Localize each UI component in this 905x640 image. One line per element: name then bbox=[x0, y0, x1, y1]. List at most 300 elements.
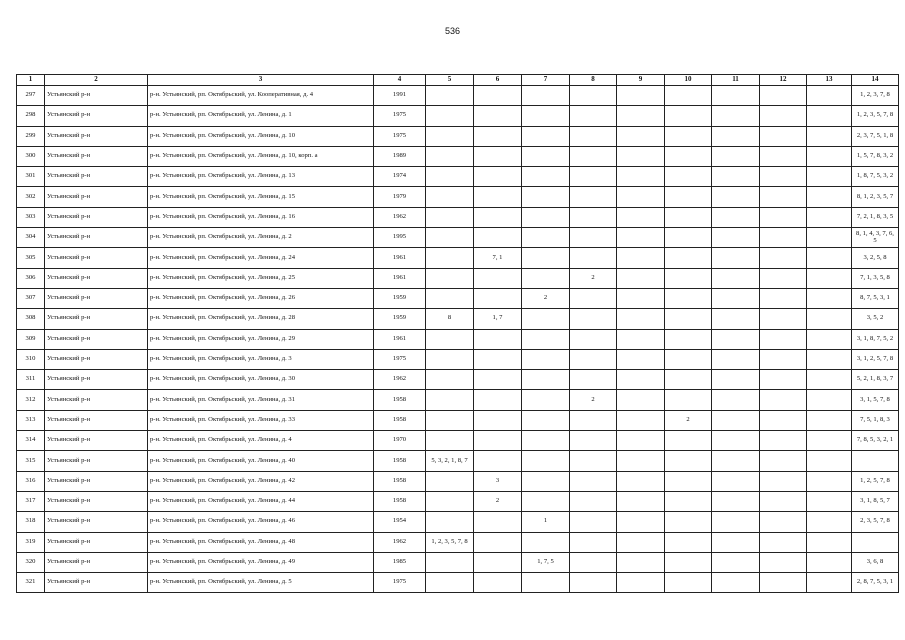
table-cell-col-5 bbox=[426, 126, 474, 146]
table-cell-col-12 bbox=[760, 512, 807, 532]
table-cell-col-3: р-н. Устьянский, рп. Октябрьский, ул. Ленина, д. 44 bbox=[148, 491, 374, 511]
table-cell-col-8 bbox=[570, 207, 617, 227]
column-header-7: 7 bbox=[522, 75, 570, 86]
table-cell-col-9 bbox=[617, 228, 665, 248]
table-cell-col-2: Устьянский р-н bbox=[45, 451, 148, 471]
table-cell-col-14: 8, 1, 2, 3, 5, 7 bbox=[852, 187, 899, 207]
table-cell-col-9 bbox=[617, 248, 665, 268]
table-cell-col-2: Устьянский р-н bbox=[45, 431, 148, 451]
table-cell-col-11 bbox=[712, 552, 760, 572]
header-row bbox=[17, 75, 899, 86]
table-cell-col-12 bbox=[760, 329, 807, 349]
table-cell-col-12 bbox=[760, 451, 807, 471]
table-cell-col-11 bbox=[712, 309, 760, 329]
table-cell-col-8 bbox=[570, 126, 617, 146]
table-cell-col-13 bbox=[807, 512, 852, 532]
table-cell-col-4: 1970 bbox=[374, 431, 426, 451]
table-row bbox=[17, 309, 899, 329]
table-cell-col-9 bbox=[617, 288, 665, 308]
table-cell-col-11 bbox=[712, 329, 760, 349]
table-cell-col-12 bbox=[760, 86, 807, 106]
table-cell-col-5 bbox=[426, 552, 474, 572]
table-cell-col-14: 1, 2, 3, 7, 8 bbox=[852, 86, 899, 106]
column-header-8: 8 bbox=[570, 75, 617, 86]
table-cell-col-13 bbox=[807, 288, 852, 308]
table-row bbox=[17, 167, 899, 187]
table-cell-col-13 bbox=[807, 187, 852, 207]
table-cell-col-8 bbox=[570, 309, 617, 329]
table-cell-col-14: 2, 8, 7, 5, 3, 1 bbox=[852, 573, 899, 593]
table-cell-col-2: Устьянский р-н bbox=[45, 329, 148, 349]
column-header-14: 14 bbox=[852, 75, 899, 86]
table-cell-col-8: 2 bbox=[570, 390, 617, 410]
table-cell-col-8 bbox=[570, 106, 617, 126]
table-cell-col-14: 3, 2, 5, 8 bbox=[852, 248, 899, 268]
table-cell-col-11 bbox=[712, 207, 760, 227]
table-row bbox=[17, 207, 899, 227]
table-cell-col-8 bbox=[570, 573, 617, 593]
table-cell-col-2: Устьянский р-н bbox=[45, 552, 148, 572]
table-cell-col-6 bbox=[474, 451, 522, 471]
page-number: 536 bbox=[444, 26, 461, 36]
table-cell-col-2: Устьянский р-н bbox=[45, 410, 148, 430]
table-row bbox=[17, 187, 899, 207]
table-cell-col-6 bbox=[474, 410, 522, 430]
table-cell-col-14: 1, 2, 5, 7, 8 bbox=[852, 471, 899, 491]
table-cell-col-1: 318 bbox=[17, 512, 45, 532]
table-cell-col-6 bbox=[474, 86, 522, 106]
table-cell-col-14: 1, 5, 7, 8, 3, 2 bbox=[852, 146, 899, 166]
table-cell-col-10 bbox=[665, 431, 712, 451]
table-cell-col-5 bbox=[426, 410, 474, 430]
table-cell-col-4: 1991 bbox=[374, 86, 426, 106]
table-cell-col-8 bbox=[570, 552, 617, 572]
table-cell-col-8 bbox=[570, 349, 617, 369]
table-cell-col-14: 5, 2, 1, 8, 3, 7 bbox=[852, 370, 899, 390]
table-cell-col-5 bbox=[426, 248, 474, 268]
table-cell-col-14: 8, 7, 5, 3, 1 bbox=[852, 288, 899, 308]
table-cell-col-7 bbox=[522, 349, 570, 369]
table-cell-col-4: 1995 bbox=[374, 228, 426, 248]
table-cell-col-4: 1954 bbox=[374, 512, 426, 532]
table-row bbox=[17, 126, 899, 146]
table-cell-col-3: р-н. Устьянский, рп. Октябрьский, ул. Ленина, д. 46 bbox=[148, 512, 374, 532]
table-cell-col-7 bbox=[522, 207, 570, 227]
table-cell-col-10 bbox=[665, 329, 712, 349]
table-cell-col-9 bbox=[617, 573, 665, 593]
table-cell-col-7 bbox=[522, 309, 570, 329]
table-cell-col-3: р-н. Устьянский, рп. Октябрьский, ул. Ленина, д. 24 bbox=[148, 248, 374, 268]
table-cell-col-7 bbox=[522, 228, 570, 248]
column-header-5: 5 bbox=[426, 75, 474, 86]
table-cell-col-7 bbox=[522, 431, 570, 451]
table-cell-col-13 bbox=[807, 329, 852, 349]
table-row bbox=[17, 390, 899, 410]
table-cell-col-13 bbox=[807, 146, 852, 166]
table-cell-col-10 bbox=[665, 512, 712, 532]
table-cell-col-6: 7, 1 bbox=[474, 248, 522, 268]
column-header-13: 13 bbox=[807, 75, 852, 86]
table-cell-col-9 bbox=[617, 390, 665, 410]
table-cell-col-1: 319 bbox=[17, 532, 45, 552]
table-cell-col-10 bbox=[665, 228, 712, 248]
table-cell-col-1: 305 bbox=[17, 248, 45, 268]
table-cell-col-5 bbox=[426, 349, 474, 369]
table-cell-col-8 bbox=[570, 512, 617, 532]
table-cell-col-4: 1958 bbox=[374, 410, 426, 430]
table-cell-col-12 bbox=[760, 228, 807, 248]
table-cell-col-3: р-н. Устьянский, рп. Октябрьский, ул. Ленина, д. 28 bbox=[148, 309, 374, 329]
table-cell-col-13 bbox=[807, 552, 852, 572]
table-cell-col-2: Устьянский р-н bbox=[45, 573, 148, 593]
table-cell-col-6 bbox=[474, 288, 522, 308]
table-cell-col-4: 1975 bbox=[374, 126, 426, 146]
table-cell-col-9 bbox=[617, 86, 665, 106]
table-cell-col-10 bbox=[665, 167, 712, 187]
table-cell-col-1: 300 bbox=[17, 146, 45, 166]
table-cell-col-2: Устьянский р-н bbox=[45, 167, 148, 187]
table-cell-col-11 bbox=[712, 573, 760, 593]
table-cell-col-1: 309 bbox=[17, 329, 45, 349]
table-cell-col-13 bbox=[807, 268, 852, 288]
table-cell-col-14: 3, 6, 8 bbox=[852, 552, 899, 572]
table-cell-col-4: 1975 bbox=[374, 106, 426, 126]
table-cell-col-10 bbox=[665, 309, 712, 329]
table-cell-col-6 bbox=[474, 268, 522, 288]
table-cell-col-8 bbox=[570, 471, 617, 491]
table-cell-col-1: 310 bbox=[17, 349, 45, 369]
table-cell-col-2: Устьянский р-н bbox=[45, 370, 148, 390]
table-cell-col-11 bbox=[712, 106, 760, 126]
table-cell-col-1: 315 bbox=[17, 451, 45, 471]
table-cell-col-7 bbox=[522, 106, 570, 126]
table-cell-col-11 bbox=[712, 146, 760, 166]
table-cell-col-4: 1974 bbox=[374, 167, 426, 187]
table-cell-col-6 bbox=[474, 106, 522, 126]
table-cell-col-8 bbox=[570, 167, 617, 187]
table-cell-col-6: 3 bbox=[474, 471, 522, 491]
table-cell-col-1: 320 bbox=[17, 552, 45, 572]
table-cell-col-11 bbox=[712, 431, 760, 451]
table-cell-col-4: 1989 bbox=[374, 146, 426, 166]
table-cell-col-14: 3, 5, 2 bbox=[852, 309, 899, 329]
table-cell-col-6 bbox=[474, 390, 522, 410]
table-cell-col-11 bbox=[712, 451, 760, 471]
table-cell-col-12 bbox=[760, 309, 807, 329]
table-row bbox=[17, 491, 899, 511]
table-cell-col-10 bbox=[665, 187, 712, 207]
table-cell-col-13 bbox=[807, 471, 852, 491]
table-cell-col-13 bbox=[807, 309, 852, 329]
table-cell-col-5 bbox=[426, 228, 474, 248]
table-cell-col-8 bbox=[570, 370, 617, 390]
table-row bbox=[17, 471, 899, 491]
table-row bbox=[17, 512, 899, 532]
table-cell-col-10 bbox=[665, 288, 712, 308]
table-cell-col-10 bbox=[665, 491, 712, 511]
table-cell-col-2: Устьянский р-н bbox=[45, 228, 148, 248]
table-cell-col-2: Устьянский р-н bbox=[45, 512, 148, 532]
table-cell-col-11 bbox=[712, 410, 760, 430]
table-row bbox=[17, 268, 899, 288]
table-cell-col-3: р-н. Устьянский, рп. Октябрьский, ул. Ленина, д. 10, корп. а bbox=[148, 146, 374, 166]
table-cell-col-9 bbox=[617, 471, 665, 491]
table-cell-col-8 bbox=[570, 491, 617, 511]
table-body bbox=[17, 86, 899, 593]
table-row bbox=[17, 370, 899, 390]
table-cell-col-6 bbox=[474, 552, 522, 572]
table-cell-col-11 bbox=[712, 288, 760, 308]
table-cell-col-14: 1, 8, 7, 5, 3, 2 bbox=[852, 167, 899, 187]
table-cell-col-8 bbox=[570, 410, 617, 430]
table-cell-col-6 bbox=[474, 573, 522, 593]
table-cell-col-12 bbox=[760, 532, 807, 552]
table-cell-col-5 bbox=[426, 106, 474, 126]
table-cell-col-8: 2 bbox=[570, 268, 617, 288]
table-cell-col-5 bbox=[426, 207, 474, 227]
table-cell-col-1: 308 bbox=[17, 309, 45, 329]
table-cell-col-12 bbox=[760, 187, 807, 207]
table-cell-col-10 bbox=[665, 207, 712, 227]
table-cell-col-4: 1958 bbox=[374, 491, 426, 511]
table-cell-col-1: 299 bbox=[17, 126, 45, 146]
table-cell-col-12 bbox=[760, 349, 807, 369]
table-cell-col-5 bbox=[426, 268, 474, 288]
table-cell-col-11 bbox=[712, 349, 760, 369]
column-header-6: 6 bbox=[474, 75, 522, 86]
table-cell-col-11 bbox=[712, 86, 760, 106]
table-cell-col-12 bbox=[760, 491, 807, 511]
table-cell-col-13 bbox=[807, 431, 852, 451]
table-cell-col-12 bbox=[760, 573, 807, 593]
table-cell-col-6 bbox=[474, 512, 522, 532]
table-cell-col-14: 1, 2, 3, 5, 7, 8 bbox=[852, 106, 899, 126]
table-cell-col-4: 1959 bbox=[374, 309, 426, 329]
table-cell-col-6 bbox=[474, 431, 522, 451]
table-cell-col-3: р-н. Устьянский, рп. Октябрьский, ул. Ленина, д. 16 bbox=[148, 207, 374, 227]
table-cell-col-1: 306 bbox=[17, 268, 45, 288]
table-cell-col-7 bbox=[522, 451, 570, 471]
table-cell-col-1: 317 bbox=[17, 491, 45, 511]
table-row bbox=[17, 552, 899, 572]
table-cell-col-7 bbox=[522, 491, 570, 511]
table-cell-col-7 bbox=[522, 410, 570, 430]
column-header-1: 1 bbox=[17, 75, 45, 86]
table-cell-col-2: Устьянский р-н bbox=[45, 268, 148, 288]
table-cell-col-9 bbox=[617, 329, 665, 349]
table-cell-col-14: 3, 1, 2, 5, 7, 8 bbox=[852, 349, 899, 369]
table-cell-col-13 bbox=[807, 349, 852, 369]
table-row bbox=[17, 573, 899, 593]
table-cell-col-2: Устьянский р-н bbox=[45, 86, 148, 106]
table-cell-col-6: 2 bbox=[474, 491, 522, 511]
table-cell-col-3: р-н. Устьянский, рп. Октябрьский, ул. Ленина, д. 10 bbox=[148, 126, 374, 146]
table-cell-col-5 bbox=[426, 187, 474, 207]
table-cell-col-3: р-н. Устьянский, рп. Октябрьский, ул. Ленина, д. 13 bbox=[148, 167, 374, 187]
table-cell-col-1: 302 bbox=[17, 187, 45, 207]
table-cell-col-10 bbox=[665, 268, 712, 288]
table-cell-col-5 bbox=[426, 431, 474, 451]
table-cell-col-1: 303 bbox=[17, 207, 45, 227]
table-cell-col-14: 7, 2, 1, 8, 3, 5 bbox=[852, 207, 899, 227]
table-cell-col-5 bbox=[426, 573, 474, 593]
table-cell-col-14: 7, 8, 5, 3, 2, 1 bbox=[852, 431, 899, 451]
table-cell-col-8 bbox=[570, 451, 617, 471]
table-cell-col-2: Устьянский р-н bbox=[45, 288, 148, 308]
table-cell-col-13 bbox=[807, 532, 852, 552]
table-cell-col-8 bbox=[570, 431, 617, 451]
table-cell-col-10 bbox=[665, 370, 712, 390]
table-row bbox=[17, 532, 899, 552]
table-row bbox=[17, 329, 899, 349]
table-cell-col-4: 1959 bbox=[374, 288, 426, 308]
table-cell-col-11 bbox=[712, 532, 760, 552]
table-cell-col-5 bbox=[426, 329, 474, 349]
table-cell-col-9 bbox=[617, 532, 665, 552]
table-cell-col-3: р-н. Устьянский, рп. Октябрьский, ул. Ленина, д. 15 bbox=[148, 187, 374, 207]
table-cell-col-13 bbox=[807, 207, 852, 227]
table-cell-col-12 bbox=[760, 106, 807, 126]
table-cell-col-3: р-н. Устьянский, рп. Октябрьский, ул. Ленина, д. 26 bbox=[148, 288, 374, 308]
table-cell-col-14 bbox=[852, 532, 899, 552]
table-cell-col-5 bbox=[426, 471, 474, 491]
table-cell-col-11 bbox=[712, 471, 760, 491]
table-cell-col-4: 1961 bbox=[374, 268, 426, 288]
table-cell-col-1: 316 bbox=[17, 471, 45, 491]
table-cell-col-7 bbox=[522, 167, 570, 187]
table-cell-col-4: 1962 bbox=[374, 532, 426, 552]
column-header-10: 10 bbox=[665, 75, 712, 86]
column-header-9: 9 bbox=[617, 75, 665, 86]
table-cell-col-7 bbox=[522, 146, 570, 166]
table-cell-col-9 bbox=[617, 309, 665, 329]
table-cell-col-14: 3, 1, 8, 7, 5, 2 bbox=[852, 329, 899, 349]
table-cell-col-4: 1958 bbox=[374, 390, 426, 410]
table-cell-col-11 bbox=[712, 228, 760, 248]
table-cell-col-4: 1975 bbox=[374, 573, 426, 593]
table-cell-col-1: 321 bbox=[17, 573, 45, 593]
table-cell-col-10 bbox=[665, 552, 712, 572]
table-cell-col-1: 314 bbox=[17, 431, 45, 451]
table-cell-col-14: 3, 1, 8, 5, 7 bbox=[852, 491, 899, 511]
table-cell-col-5 bbox=[426, 390, 474, 410]
table-cell-col-6 bbox=[474, 532, 522, 552]
table-cell-col-7 bbox=[522, 86, 570, 106]
table-cell-col-9 bbox=[617, 146, 665, 166]
table-cell-col-9 bbox=[617, 512, 665, 532]
table-cell-col-12 bbox=[760, 167, 807, 187]
table-cell-col-10 bbox=[665, 573, 712, 593]
table-cell-col-9 bbox=[617, 207, 665, 227]
table-cell-col-7 bbox=[522, 187, 570, 207]
table-row bbox=[17, 451, 899, 471]
table-cell-col-1: 298 bbox=[17, 106, 45, 126]
table-cell-col-12 bbox=[760, 370, 807, 390]
table-cell-col-8 bbox=[570, 288, 617, 308]
table-cell-col-12 bbox=[760, 146, 807, 166]
table-cell-col-12 bbox=[760, 431, 807, 451]
table-cell-col-7: 2 bbox=[522, 288, 570, 308]
table-cell-col-14: 3, 1, 5, 7, 8 bbox=[852, 390, 899, 410]
table-cell-col-3: р-н. Устьянский, рп. Октябрьский, ул. Ленина, д. 3 bbox=[148, 349, 374, 369]
table-cell-col-8 bbox=[570, 146, 617, 166]
table-cell-col-10: 2 bbox=[665, 410, 712, 430]
table-cell-col-4: 1975 bbox=[374, 349, 426, 369]
table-cell-col-3: р-н. Устьянский, рп. Октябрьский, ул. Кооперативная, д. 4 bbox=[148, 86, 374, 106]
table-cell-col-7 bbox=[522, 370, 570, 390]
table-cell-col-1: 312 bbox=[17, 390, 45, 410]
table-cell-col-7 bbox=[522, 248, 570, 268]
table-cell-col-3: р-н. Устьянский, рп. Октябрьский, ул. Ленина, д. 5 bbox=[148, 573, 374, 593]
column-header-2: 2 bbox=[45, 75, 148, 86]
table-cell-col-4: 1979 bbox=[374, 187, 426, 207]
table-cell-col-10 bbox=[665, 390, 712, 410]
table-cell-col-3: р-н. Устьянский, рп. Октябрьский, ул. Ленина, д. 30 bbox=[148, 370, 374, 390]
table-cell-col-13 bbox=[807, 106, 852, 126]
table-cell-col-7 bbox=[522, 126, 570, 146]
table-row bbox=[17, 86, 899, 106]
table-cell-col-7 bbox=[522, 329, 570, 349]
table-cell-col-5 bbox=[426, 491, 474, 511]
table-cell-col-1: 297 bbox=[17, 86, 45, 106]
table-cell-col-11 bbox=[712, 126, 760, 146]
table-cell-col-9 bbox=[617, 167, 665, 187]
table-cell-col-14: 7, 1, 3, 5, 8 bbox=[852, 268, 899, 288]
table-row bbox=[17, 410, 899, 430]
column-header-12: 12 bbox=[760, 75, 807, 86]
table-cell-col-2: Устьянский р-н bbox=[45, 146, 148, 166]
table-cell-col-3: р-н. Устьянский, рп. Октябрьский, ул. Ленина, д. 31 bbox=[148, 390, 374, 410]
data-table bbox=[16, 74, 899, 593]
table-cell-col-2: Устьянский р-н bbox=[45, 207, 148, 227]
table-cell-col-10 bbox=[665, 349, 712, 369]
table-cell-col-9 bbox=[617, 187, 665, 207]
table-cell-col-7: 1 bbox=[522, 512, 570, 532]
table-cell-col-12 bbox=[760, 268, 807, 288]
table-cell-col-14: 2, 3, 7, 5, 1, 8 bbox=[852, 126, 899, 146]
table-row bbox=[17, 431, 899, 451]
table-cell-col-8 bbox=[570, 228, 617, 248]
table-row bbox=[17, 228, 899, 248]
table-row bbox=[17, 106, 899, 126]
column-header-11: 11 bbox=[712, 75, 760, 86]
table-cell-col-2: Устьянский р-н bbox=[45, 106, 148, 126]
table-cell-col-10 bbox=[665, 451, 712, 471]
table-cell-col-9 bbox=[617, 491, 665, 511]
table-cell-col-3: р-н. Устьянский, рп. Октябрьский, ул. Ленина, д. 4 bbox=[148, 431, 374, 451]
table-cell-col-13 bbox=[807, 126, 852, 146]
table-cell-col-12 bbox=[760, 471, 807, 491]
table-cell-col-1: 307 bbox=[17, 288, 45, 308]
table-cell-col-13 bbox=[807, 491, 852, 511]
table-cell-col-8 bbox=[570, 329, 617, 349]
table-row bbox=[17, 349, 899, 369]
table-cell-col-7: 1, 7, 5 bbox=[522, 552, 570, 572]
table-cell-col-1: 311 bbox=[17, 370, 45, 390]
table-cell-col-12 bbox=[760, 248, 807, 268]
column-header-4: 4 bbox=[374, 75, 426, 86]
table-cell-col-4: 1961 bbox=[374, 329, 426, 349]
table-cell-col-12 bbox=[760, 410, 807, 430]
table-cell-col-3: р-н. Устьянский, рп. Октябрьский, ул. Ленина, д. 33 bbox=[148, 410, 374, 430]
table-cell-col-11 bbox=[712, 512, 760, 532]
table-cell-col-13 bbox=[807, 370, 852, 390]
table-cell-col-4: 1961 bbox=[374, 248, 426, 268]
column-header-3: 3 bbox=[148, 75, 374, 86]
table-cell-col-10 bbox=[665, 532, 712, 552]
table-cell-col-5 bbox=[426, 288, 474, 308]
table-cell-col-6 bbox=[474, 329, 522, 349]
